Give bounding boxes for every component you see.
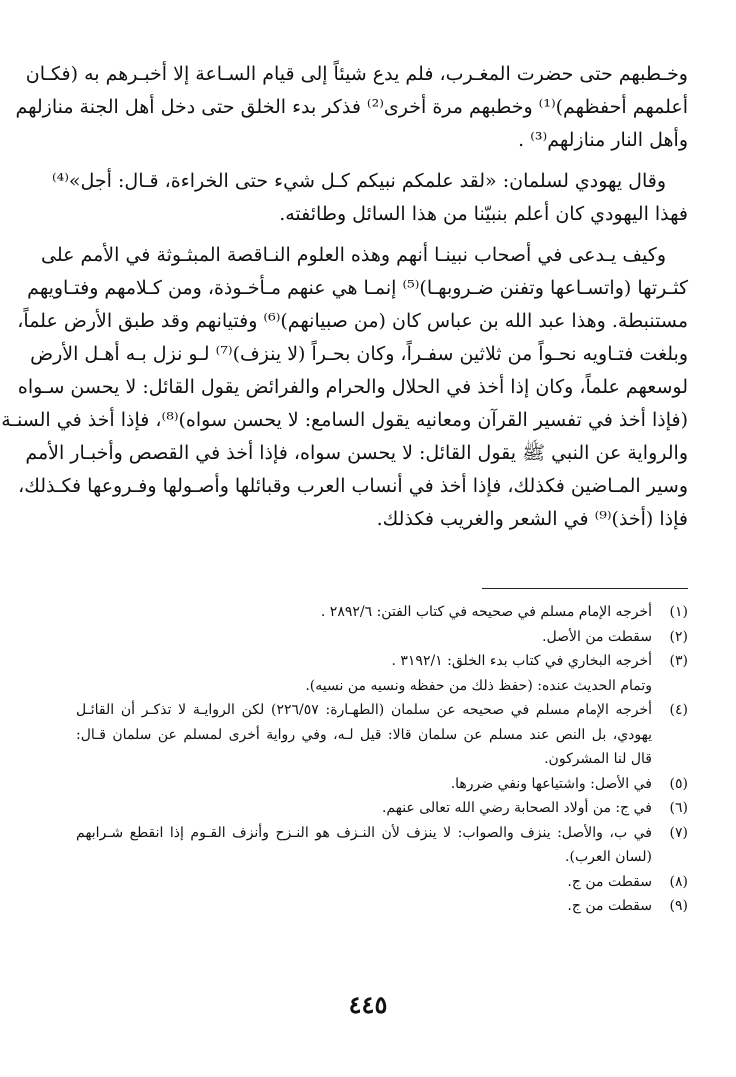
footnote-text: في ب، والأصل: ينزف والصواب: لا ينزف لأن النـزف هو النـزح وأنزف القـوم إذا انقطع شـرابهم	[76, 824, 652, 841]
footnote-text: يهودي، بل النص عند مسلم عن سلمان قالا: قيل لـه، وفي رواية أخرى لمسلم عن سلمان قـال:	[76, 726, 652, 743]
text-line: كثـرتها (واتسـاعها وتفنن ضـروبهـا)⁽⁵⁾ إنمـا هي عنهم مـأخـوذة، ومن كـلامهم وفتـاويهم	[27, 277, 688, 299]
footnote-number: (٢)	[669, 628, 688, 645]
main-text	[1, 58, 688, 536]
footnote-text: قال لنا المشركون.	[544, 751, 652, 767]
footnote	[76, 870, 688, 895]
text-line: فإذا (أخذ)⁽⁹⁾ في الشعر والغريب فكذلك.	[376, 508, 688, 530]
text-line: والرواية عن النبي ﷺ يقول القائل: لا يحسن سواه، فإذا أخذ في القصص وأخبـار الأمم	[25, 442, 688, 464]
footnote-text: سقطت من ج.	[567, 873, 652, 890]
footnote-continuation	[76, 674, 688, 699]
text-line: وكيف يـدعى في أصحاب نبينـا أنهم وهذه العلوم النـاقصة المبثـوثة في الأمم على	[40, 244, 666, 266]
footnote	[76, 600, 688, 625]
footnote-number: (٣)	[669, 653, 688, 669]
footnote-number: (٥)	[669, 775, 688, 792]
text-line: مستنبطة. وهذا عبد الله بن عباس كان (من صبيانهم)⁽⁶⁾ وفتيانهم وقد طبق الأرض علماً،	[17, 310, 688, 332]
footnote-text: (لسان العرب).	[565, 849, 652, 865]
footnote-divider	[482, 588, 688, 589]
text-line: وسير المـاضين فكذلك، فإذا أخذ في أنساب العرب وقبائلها وأصـولها وفـروعها فكـذلك،	[18, 475, 688, 497]
footnote	[76, 821, 688, 870]
footnote-text: أخرجه البخاري في كتاب بدء الخلق: ٣١٩٢/١ .	[391, 653, 652, 669]
text-line: أعلمهم أحفظهم)⁽¹⁾ وخطبهم مرة أخرى⁽²⁾ فذكر بدء الخلق حتى دخل أهل الجنة منازلهم	[15, 96, 688, 118]
footnote	[76, 894, 688, 919]
footnote	[76, 625, 688, 650]
text-line: وأهل النار منازلهم⁽³⁾ .	[518, 129, 688, 151]
text-line: وخـطبهم حتى حضرت المغـرب، فلم يدع شيئاً إلى قيام السـاعة إلا أخبـرهم به (فكـان	[25, 63, 688, 85]
footnote-number: (٧)	[669, 824, 688, 841]
footnote-text: سقطت من الأصل.	[542, 628, 652, 645]
footnote-text: سقطت من ج.	[567, 898, 652, 914]
text-line: وقال يهودي لسلمان: «لقد علمكم نبيكم كـل شيء حتى الخراءة، قـال: أجل»⁽⁴⁾	[51, 170, 666, 192]
footnote-number: (١)	[669, 604, 688, 620]
page-number: ٤٤٥	[348, 990, 388, 1019]
footnote	[76, 698, 688, 772]
footnote	[76, 649, 688, 674]
footnote-text: وتمام الحديث عنده: (حفظ ذلك من حفظه ونسيه من نسيه).	[305, 677, 652, 694]
text-line: فهذا اليهودي كان أعلم بنبيّنا من هذا السائل وطائفته.	[279, 203, 688, 225]
text-line: لوسعهم علماً، وكان إذا أخذ في الحلال والحرام والفرائض يقول القائل: لا يحسن سـواه	[17, 376, 688, 398]
text-line: وبلغت فتـاويه نحـواً من ثلاثين سفـراً، وكان بحـراً (لا ينزف)⁽⁷⁾ لـو نزل بـه أهـل الأرض	[30, 343, 688, 365]
footnote-number	[652, 674, 688, 699]
footnote-number: (٩)	[669, 898, 688, 914]
footnote-number: (٤)	[669, 702, 688, 718]
footnote-text: في الأصل: واشتياعها ونفي ضررها.	[450, 775, 652, 792]
footnote-text: في ج: من أولاد الصحابة رضي الله تعالى عنهم.	[381, 800, 652, 816]
footnote-number: (٨)	[669, 873, 688, 890]
footnote-text: أخرجه الإمام مسلم في صحيحه عن سلمان (الطهـارة: ٢٢٦/٥٧) لكن الروايـة لا تذكـر أن القائـل	[76, 702, 652, 718]
footnote	[76, 772, 688, 797]
footnote-number: (٦)	[669, 800, 688, 816]
footnote-text: أخرجه الإمام مسلم في صحيحه في كتاب الفتن: ٢٨٩٢/٦ .	[320, 604, 652, 620]
footnotes	[76, 600, 688, 919]
text-line: (فإذا أخذ في تفسير القرآن ومعانيه يقول السامع: لا يحسن سواه)⁽⁸⁾، فإذا أخذ في السنـة	[1, 409, 688, 431]
footnote	[76, 796, 688, 821]
